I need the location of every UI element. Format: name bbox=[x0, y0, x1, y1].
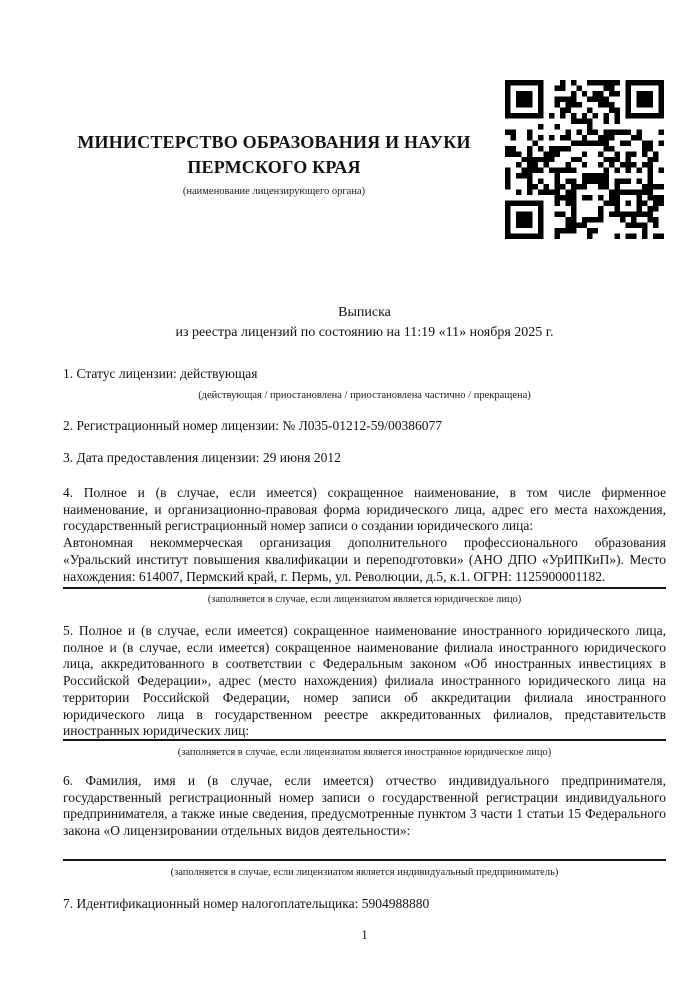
ministry-title-line2: ПЕРМСКОГО КРАЯ bbox=[187, 157, 361, 177]
blank-field-line-legal-entity bbox=[63, 587, 666, 589]
field-legal-entity-caption: (заполняется в случае, если лицензиатом является юридическое лицо) bbox=[207, 594, 522, 605]
ministry-caption: (наименование лицензирующего органа) bbox=[182, 186, 366, 197]
field-foreign-entity: 5. Полное и (в случае, если имеется) сокращенное наименование иностранного юридического лица, полное и (в случае, если имеется) сокращенное наименование филиала иностранного юридического лица, аккредитованного в соответствии с Федеральным законом «Об иностранных инвестициях в Российской Федерации», адрес (место нахождения) филиала иностранного юридического лица на территории Российской Федерации, номер записи об аккредитации филиала иностранного юридического лица в государственном реестре аккредитованных филиалов, представительств иностранных юридических лиц: bbox=[63, 623, 666, 739]
field-license-status: 1. Статус лицензии: действующая bbox=[63, 366, 258, 381]
field-grant-date: 3. Дата предоставления лицензии: 29 июня 2012 bbox=[63, 450, 341, 465]
licensing-authority-header bbox=[30, 130, 518, 198]
qr-code-image bbox=[504, 80, 665, 239]
blank-field-line-individual-entrepreneur bbox=[63, 859, 666, 861]
page-number: 1 bbox=[361, 927, 368, 942]
field-legal-entity-label: 4. Полное и (в случае, если имеется) сокращенное наименование, в том числе фирменное наименование, и организационно-правовая форма юридического лица, адрес его места нахождения, государственный регистрационный номер записи о создании юридического лица: bbox=[63, 485, 666, 534]
field-legal-entity-value: Автономная некоммерческая организация дополнительного профессионального образования «Уральский институт повышения квалификации и переподготовки» (АНО ДПО «УрИПКиП»). Место нахождения: 614007, Пермский край, г. Пермь, ул. Революции, д.5, к.1. ОГРН: 1125900001182. bbox=[63, 535, 666, 584]
document-title-line1: Выписка bbox=[338, 305, 391, 320]
field-individual-entrepreneur: 6. Фамилия, имя и (в случае, если имеется) отчество индивидуального предпринимателя, государственный регистрационный номер записи о государственной регистрации индивидуального предпринимателя, а также иные сведения, предусмотренные пунктом 3 части 1 статьи 15 Федерального закона «О лицензировании отдельных видов деятельности»: bbox=[63, 773, 666, 839]
document-title-line2: из реестра лицензий по состоянию на 11:19 «11» ноября 2025 г. bbox=[175, 325, 554, 340]
field-license-status-caption: (действующая / приостановлена / приостановлена частично / прекращена) bbox=[198, 390, 531, 401]
field-taxpayer-number: 7. Идентификационный номер налогоплательщика: 5904988880 bbox=[63, 896, 430, 911]
document-title bbox=[63, 303, 666, 343]
ministry-title-line1: МИНИСТЕРСТВО ОБРАЗОВАНИЯ И НАУКИ bbox=[77, 132, 471, 152]
blank-field-line-foreign-entity bbox=[63, 739, 666, 741]
field-registration-number: 2. Регистрационный номер лицензии: № Л035-01212-59/00386077 bbox=[63, 418, 443, 433]
field-legal-entity bbox=[63, 485, 666, 585]
qr-code bbox=[504, 80, 665, 239]
field-individual-entrepreneur-caption: (заполняется в случае, если лицензиатом является индивидуальный предприниматель) bbox=[170, 867, 559, 878]
field-foreign-entity-caption: (заполняется в случае, если лицензиатом является иностранное юридическое лицо) bbox=[177, 747, 552, 758]
